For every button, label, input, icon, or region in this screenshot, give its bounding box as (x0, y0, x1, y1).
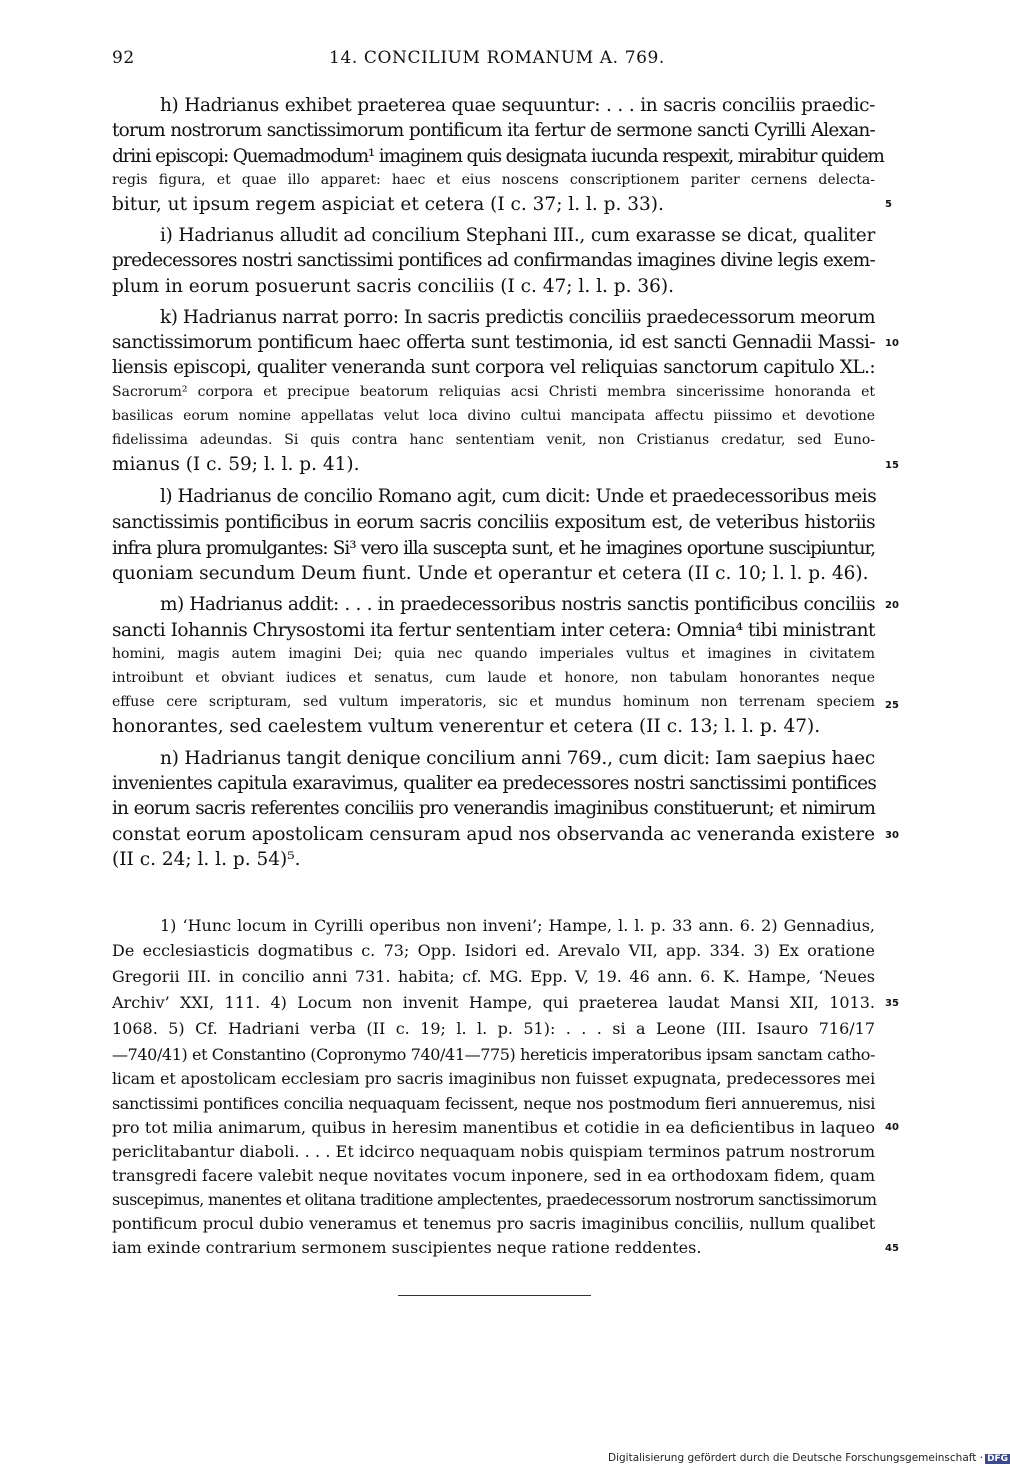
text-line: bitur, ut ipsum regem aspiciat et cetera (I c. 37; l. l. p. 33). (112, 194, 664, 215)
text-line: sancti Iohannis Chrysostomi ita fertur sententiam inter cetera: Omnia⁴ tibi ministrant (112, 620, 875, 641)
text-line: Archiv’ XXI, 111. 4) Locum non invenit Hampe, qui praeterea laudat Mansi XII, 1013. (112, 993, 875, 1012)
text-line: licam et apostolicam ecclesiam pro sacris imaginibus non fuisset expugnata, predecessores mei (112, 1069, 875, 1088)
text-line: mianus (I c. 59; l. l. p. 41). (112, 454, 360, 475)
text-line: m) Hadrianus addit: . . . in praedecessoribus nostris sanctis pontificibus conciliis (160, 594, 875, 615)
margin-line-number: 20 (885, 600, 899, 611)
text-line: basilicas eorum nomine appellatas velut loca divino cultui mancipata affectu piissimo et devotione (112, 408, 875, 424)
text-line: l) Hadrianus de concilio Romano agit, cum dicit: Unde et praedecessoribus meis (160, 486, 877, 507)
text-line: drini episcopi: Quemadmodum¹ imaginem quis designata iucunda respexit, mirabitur quidem (112, 146, 884, 167)
text-line: pontificum procul dubio veneramus et tenemus pro sacris imaginibus conciliis, nullum qualibet (112, 1214, 875, 1233)
text-line: transgredi facere valebit neque novitates vocum inponere, sed in ea orthodoxam fidem, quam (112, 1166, 875, 1185)
text-line: iam exinde contrarium sermonem suscipientes neque ratione reddentes. (112, 1238, 702, 1257)
text-line: periclitabantur diaboli. . . . Et idcirco nequaquam nobis quispiam terminos patrum nostrorum (112, 1142, 875, 1161)
text-line: effuse cere scripturam, sed vultum imperatoris, sic et mundus hominum non terrenam speciem (112, 694, 875, 710)
text-line: Gregorii III. in concilio anni 731. habita; cf. MG. Epp. V, 19. 46 ann. 6. K. Hampe, ‘Neues (112, 967, 875, 986)
text-line: constat eorum apostolicam censuram apud nos observanda ac veneranda existere (112, 824, 875, 845)
text-line: pro tot milia animarum, quibus in heresim manentibus et cotidie in ea deficientibus in laqueo (112, 1118, 875, 1137)
text-line: liensis episcopi, qualiter veneranda sunt corpora vel reliquias sanctorum capitulo XL.: (112, 357, 875, 378)
text-line: in eorum sacris referentes conciliis pro venerandis imaginibus constituerunt; et nimirum (112, 798, 875, 819)
text-line: 1068. 5) Cf. Hadriani verba (II c. 19; l. l. p. 51): . . . si a Leone (III. Isauro 716/17 (112, 1019, 875, 1038)
running-title: 14. CONCILIUM ROMANUM A. 769. (329, 48, 665, 68)
text-line: h) Hadrianus exhibet praeterea quae sequuntur: . . . in sacris conciliis praedic- (160, 95, 875, 116)
text-line: honorantes, sed caelestem vultum venerentur et cetera (II c. 13; l. l. p. 47). (112, 716, 821, 737)
margin-line-number: 5 (885, 199, 892, 210)
footer-text: Digitalisierung gefördert durch die Deutsche Forschungsgemeinschaft · (608, 1452, 984, 1464)
text-line: fidelissima adeundas. Si quis contra hanc sententiam venit, non Cristianus credatur, sed Euno- (112, 432, 875, 448)
margin-line-number: 45 (885, 1243, 899, 1254)
text-line: i) Hadrianus alludit ad concilium Stephani III., cum exarasse se dicat, qualiter (160, 225, 875, 246)
text-line: homini, magis autem imagini Dei; quia nec quando imperiales vultus et imagines in civitatem (112, 646, 875, 662)
text-line: infra plura promulgantes: Si³ vero illa suscepta sunt, et he imagines oportune suscipiuntur, (112, 538, 875, 559)
margin-line-number: 40 (885, 1122, 899, 1133)
margin-line-number: 10 (885, 338, 899, 349)
text-line: (II c. 24; l. l. p. 54)⁵. (112, 849, 301, 870)
text-line: plum in eorum posuerunt sacris conciliis (I c. 47; l. l. p. 36). (112, 276, 675, 297)
text-line: introibunt et obviant iudices et senatus, cum laude et honore, non tabulam honorantes neque (112, 670, 875, 686)
text-line: 1) ‘Hunc locum in Cyrilli operibus non inveni’; Hampe, l. l. p. 33 ann. 6. 2) Gennadius, (160, 916, 875, 935)
margin-line-number: 25 (885, 700, 899, 711)
text-line: sanctissimi pontifices concilia nequaquam fecissent, neque nos postmodum fieri annueremus, nisi (112, 1094, 875, 1113)
text-line: quoniam secundum Deum fiunt. Unde et operantur et cetera (II c. 10; l. l. p. 46). (112, 563, 869, 584)
text-line: De ecclesiasticis dogmatibus c. 73; Opp. Isidori ed. Arevalo VII, app. 334. 3) Ex oratione (112, 941, 875, 960)
text-line: sanctissimis pontificibus in eorum sacris conciliis expositum est, de veteribus historiis (112, 512, 875, 533)
dfg-logo: DFG (987, 1454, 1009, 1464)
margin-line-number: 30 (885, 830, 899, 841)
text-line: torum nostrorum sanctissimorum pontificum ita fertur de sermone sancti Cyrilli Alexan- (112, 120, 875, 141)
text-line: regis figura, et quae illo apparet: haec et eius noscens conscriptionem pariter cernens delecta- (112, 172, 875, 188)
margin-line-number: 35 (885, 998, 899, 1009)
digitization-footer (608, 1452, 1010, 1464)
text-line: predecessores nostri sanctissimi pontifices ad confirmandas imagines divine legis exem- (112, 250, 875, 271)
text-line: Sacrorum² corpora et precipue beatorum reliquias acsi Christi membra sincerissime honoranda et (112, 384, 875, 400)
text-line: n) Hadrianus tangit denique concilium anni 769., cum dicit: Iam saepius haec (160, 748, 875, 769)
margin-line-number: 15 (885, 460, 899, 471)
text-line: suscepimus, manentes et olitana traditione amplectentes, praedecessorum nostrorum sanctissimorum (112, 1190, 877, 1209)
text-line: invenientes capitula exaravimus, qualiter ea predecessores nostri sanctissimi pontifices (112, 773, 877, 794)
page-number: 92 (112, 48, 135, 68)
footnote-end-rule (398, 1295, 591, 1296)
text-line: —740/41) et Constantino (Copronymo 740/41—775) hereticis imperatoribus ipsam sanctam catho- (112, 1045, 876, 1064)
text-line: sanctissimorum pontificum haec offerta sunt testimonia, id est sancti Gennadii Massi- (112, 332, 875, 353)
text-line: k) Hadrianus narrat porro: In sacris predictis conciliis praedecessorum meorum (160, 307, 875, 328)
